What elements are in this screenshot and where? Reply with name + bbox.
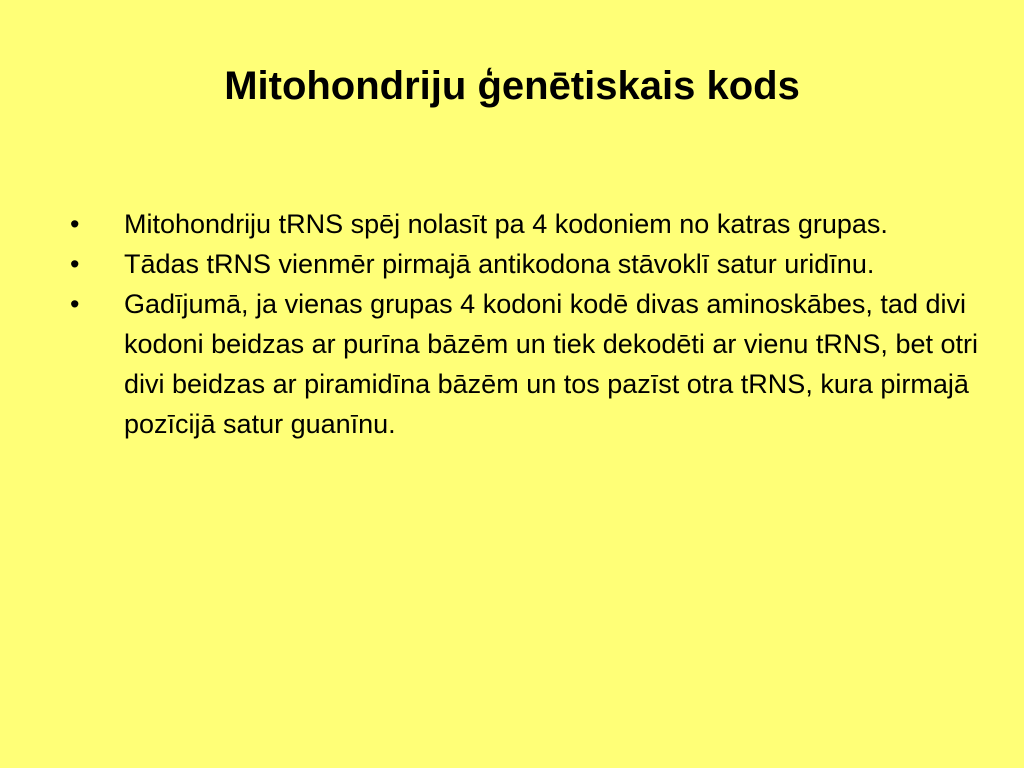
bullet-marker: • — [70, 289, 80, 319]
bullet-marker: • — [70, 209, 80, 239]
bullet-item — [68, 204, 988, 244]
bullet-text: Mitohondriju tRNS spēj nolasīt pa 4 kodoniem no katras grupas. — [124, 209, 888, 239]
bullet-text: Gadījumā, ja vienas grupas 4 kodoni kodē divas aminoskābes, tad divi kodoni beidzas ar purīna bāzēm un tiek dekodēti ar vienu tRNS, bet otri divi beidzas ar piramidīna bāzēm un tos pazīst otra tRNS, kura pirmajā pozīcijā satur guanīnu. — [124, 289, 978, 439]
slide-title: Mitohondriju ģenētiskais kods — [224, 64, 800, 108]
bullet-item — [68, 284, 988, 444]
bullet-marker: • — [70, 249, 80, 279]
bullet-text: Tādas tRNS vienmēr pirmajā antikodona stāvoklī satur uridīnu. — [124, 249, 875, 279]
bullet-item — [68, 244, 988, 284]
bullet-list — [68, 204, 988, 444]
